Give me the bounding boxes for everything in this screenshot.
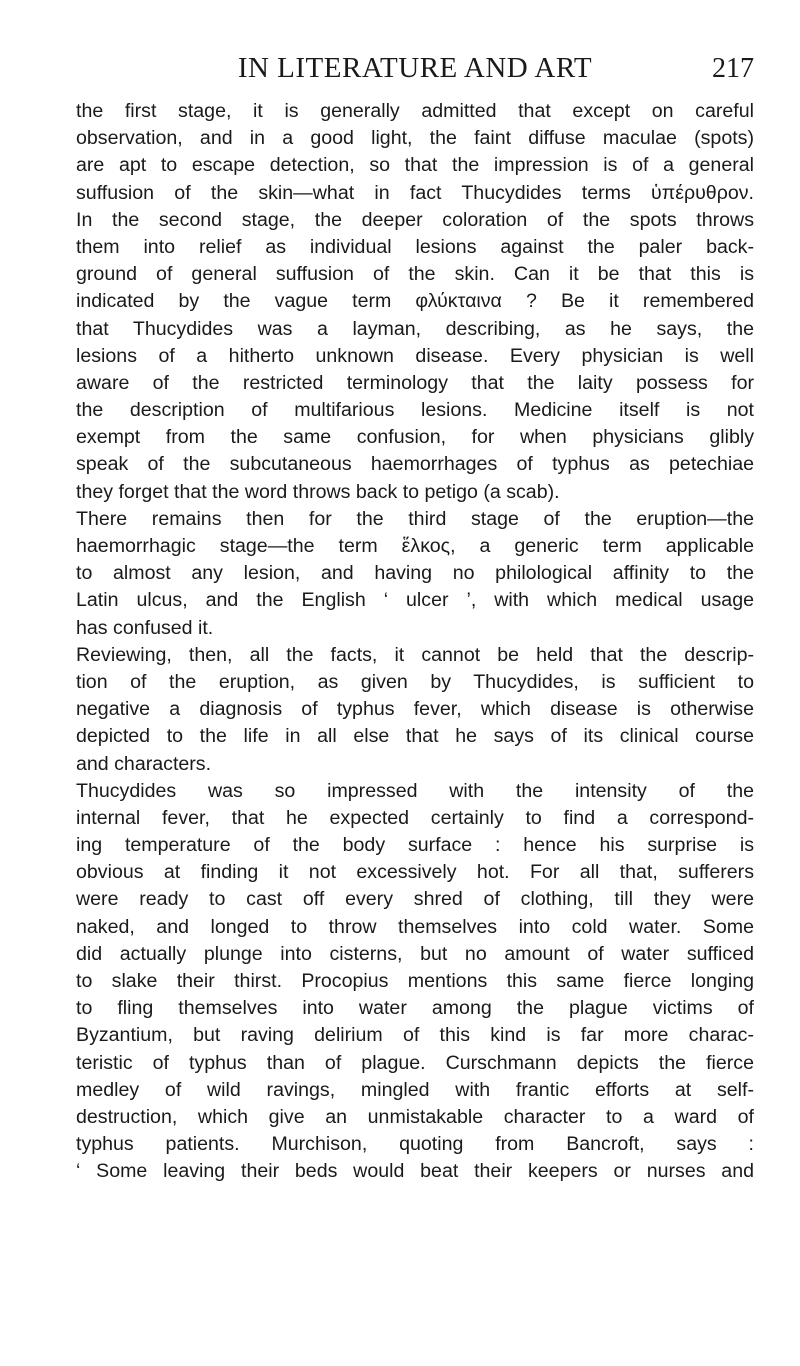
text-line: exempt from the same confusion, for when physicians glibly bbox=[76, 426, 754, 449]
text-line: to slake their thirst. Procopius mentions this same fierce longing bbox=[76, 970, 754, 992]
text-line: were ready to cast off every shred of clothing, till they were bbox=[76, 888, 754, 911]
text-line: that Thucydides was a layman, describing, as he says, the bbox=[76, 317, 754, 340]
text-line: haemorrhagic stage—the term ἕλκος, a generic term applicable bbox=[76, 535, 754, 557]
text-line: to fling themselves into water among the plague victims of bbox=[76, 997, 754, 1020]
running-title: IN LITERATURE AND ART bbox=[237, 52, 593, 84]
text-line: There remains then for the third stage of the eruption—the bbox=[76, 507, 754, 530]
running-head bbox=[76, 50, 754, 90]
text-line: negative a diagnosis of typhus fever, which disease is otherwise bbox=[76, 698, 754, 721]
page-number: 217 bbox=[712, 53, 754, 84]
text-line: Byzantium, but raving delirium of this kind is far more charac- bbox=[76, 1024, 754, 1047]
text-line: naked, and longed to throw themselves into cold water. Some bbox=[76, 915, 754, 938]
text-line: and characters. bbox=[76, 752, 212, 775]
text-line: teristic of typhus than of plague. Curschmann depicts the fierce bbox=[76, 1051, 754, 1074]
text-line: the description of multifarious lesions. Medicine itself is not bbox=[76, 399, 754, 422]
text-line: depicted to the life in all else that he says of its clinical course bbox=[76, 725, 754, 748]
text-line: the first stage, it is generally admitted that except on careful bbox=[76, 100, 754, 122]
text-line: In the second stage, the deeper coloration of the spots throws bbox=[76, 208, 754, 231]
text-line: suffusion of the skin—what in fact Thucydides terms ὑπέρυθρον. bbox=[76, 181, 754, 204]
text-line: tion of the eruption, as given by Thucydides, is sufficient to bbox=[76, 670, 754, 693]
text-line: indicated by the vague term φλύκταινα ? Be it remembered bbox=[76, 290, 754, 313]
text-line: observation, and in a good light, the faint diffuse maculae (spots) bbox=[76, 127, 754, 150]
text-line: destruction, which give an unmistakable character to a ward of bbox=[76, 1105, 754, 1128]
text-line: typhus patients. Murchison, quoting from Bancroft, says : bbox=[76, 1133, 754, 1156]
body-text bbox=[76, 98, 754, 1186]
text-line: did actually plunge into cisterns, but no amount of water sufficed bbox=[76, 942, 754, 965]
text-line: Thucydides was so impressed with the intensity of the bbox=[76, 779, 754, 802]
text-line: to almost any lesion, and having no philological affinity to the bbox=[76, 562, 754, 585]
text-line: aware of the restricted terminology that the laity possess for bbox=[76, 371, 754, 394]
text-line: obvious at finding it not excessively hot. For all that, sufferers bbox=[76, 861, 754, 884]
text-line: Latin ulcus, and the English ‘ ulcer ’, with which medical usage bbox=[76, 589, 754, 612]
text-line: has confused it. bbox=[76, 616, 214, 639]
text-line: Reviewing, then, all the facts, it cannot be held that the descrip- bbox=[76, 643, 754, 666]
text-line: lesions of a hitherto unknown disease. Every physician is well bbox=[76, 344, 754, 367]
text-line: medley of wild ravings, mingled with frantic efforts at self- bbox=[76, 1078, 754, 1101]
text-line: them into relief as individual lesions against the paler back- bbox=[76, 235, 754, 258]
text-line: speak of the subcutaneous haemorrhages of typhus as petechiae bbox=[76, 453, 754, 476]
text-line: are apt to escape detection, so that the impression is of a general bbox=[76, 154, 754, 177]
text-line: ‘ Some leaving their beds would beat their keepers or nurses and bbox=[76, 1160, 754, 1183]
text-line: ground of general suffusion of the skin. Can it be that this is bbox=[76, 263, 754, 286]
text-line: ing temperature of the body surface : hence his surprise is bbox=[76, 834, 754, 857]
text-line: they forget that the word throws back to petigo (a scab). bbox=[76, 480, 560, 503]
text-line: internal fever, that he expected certainly to find a correspond- bbox=[76, 806, 754, 829]
